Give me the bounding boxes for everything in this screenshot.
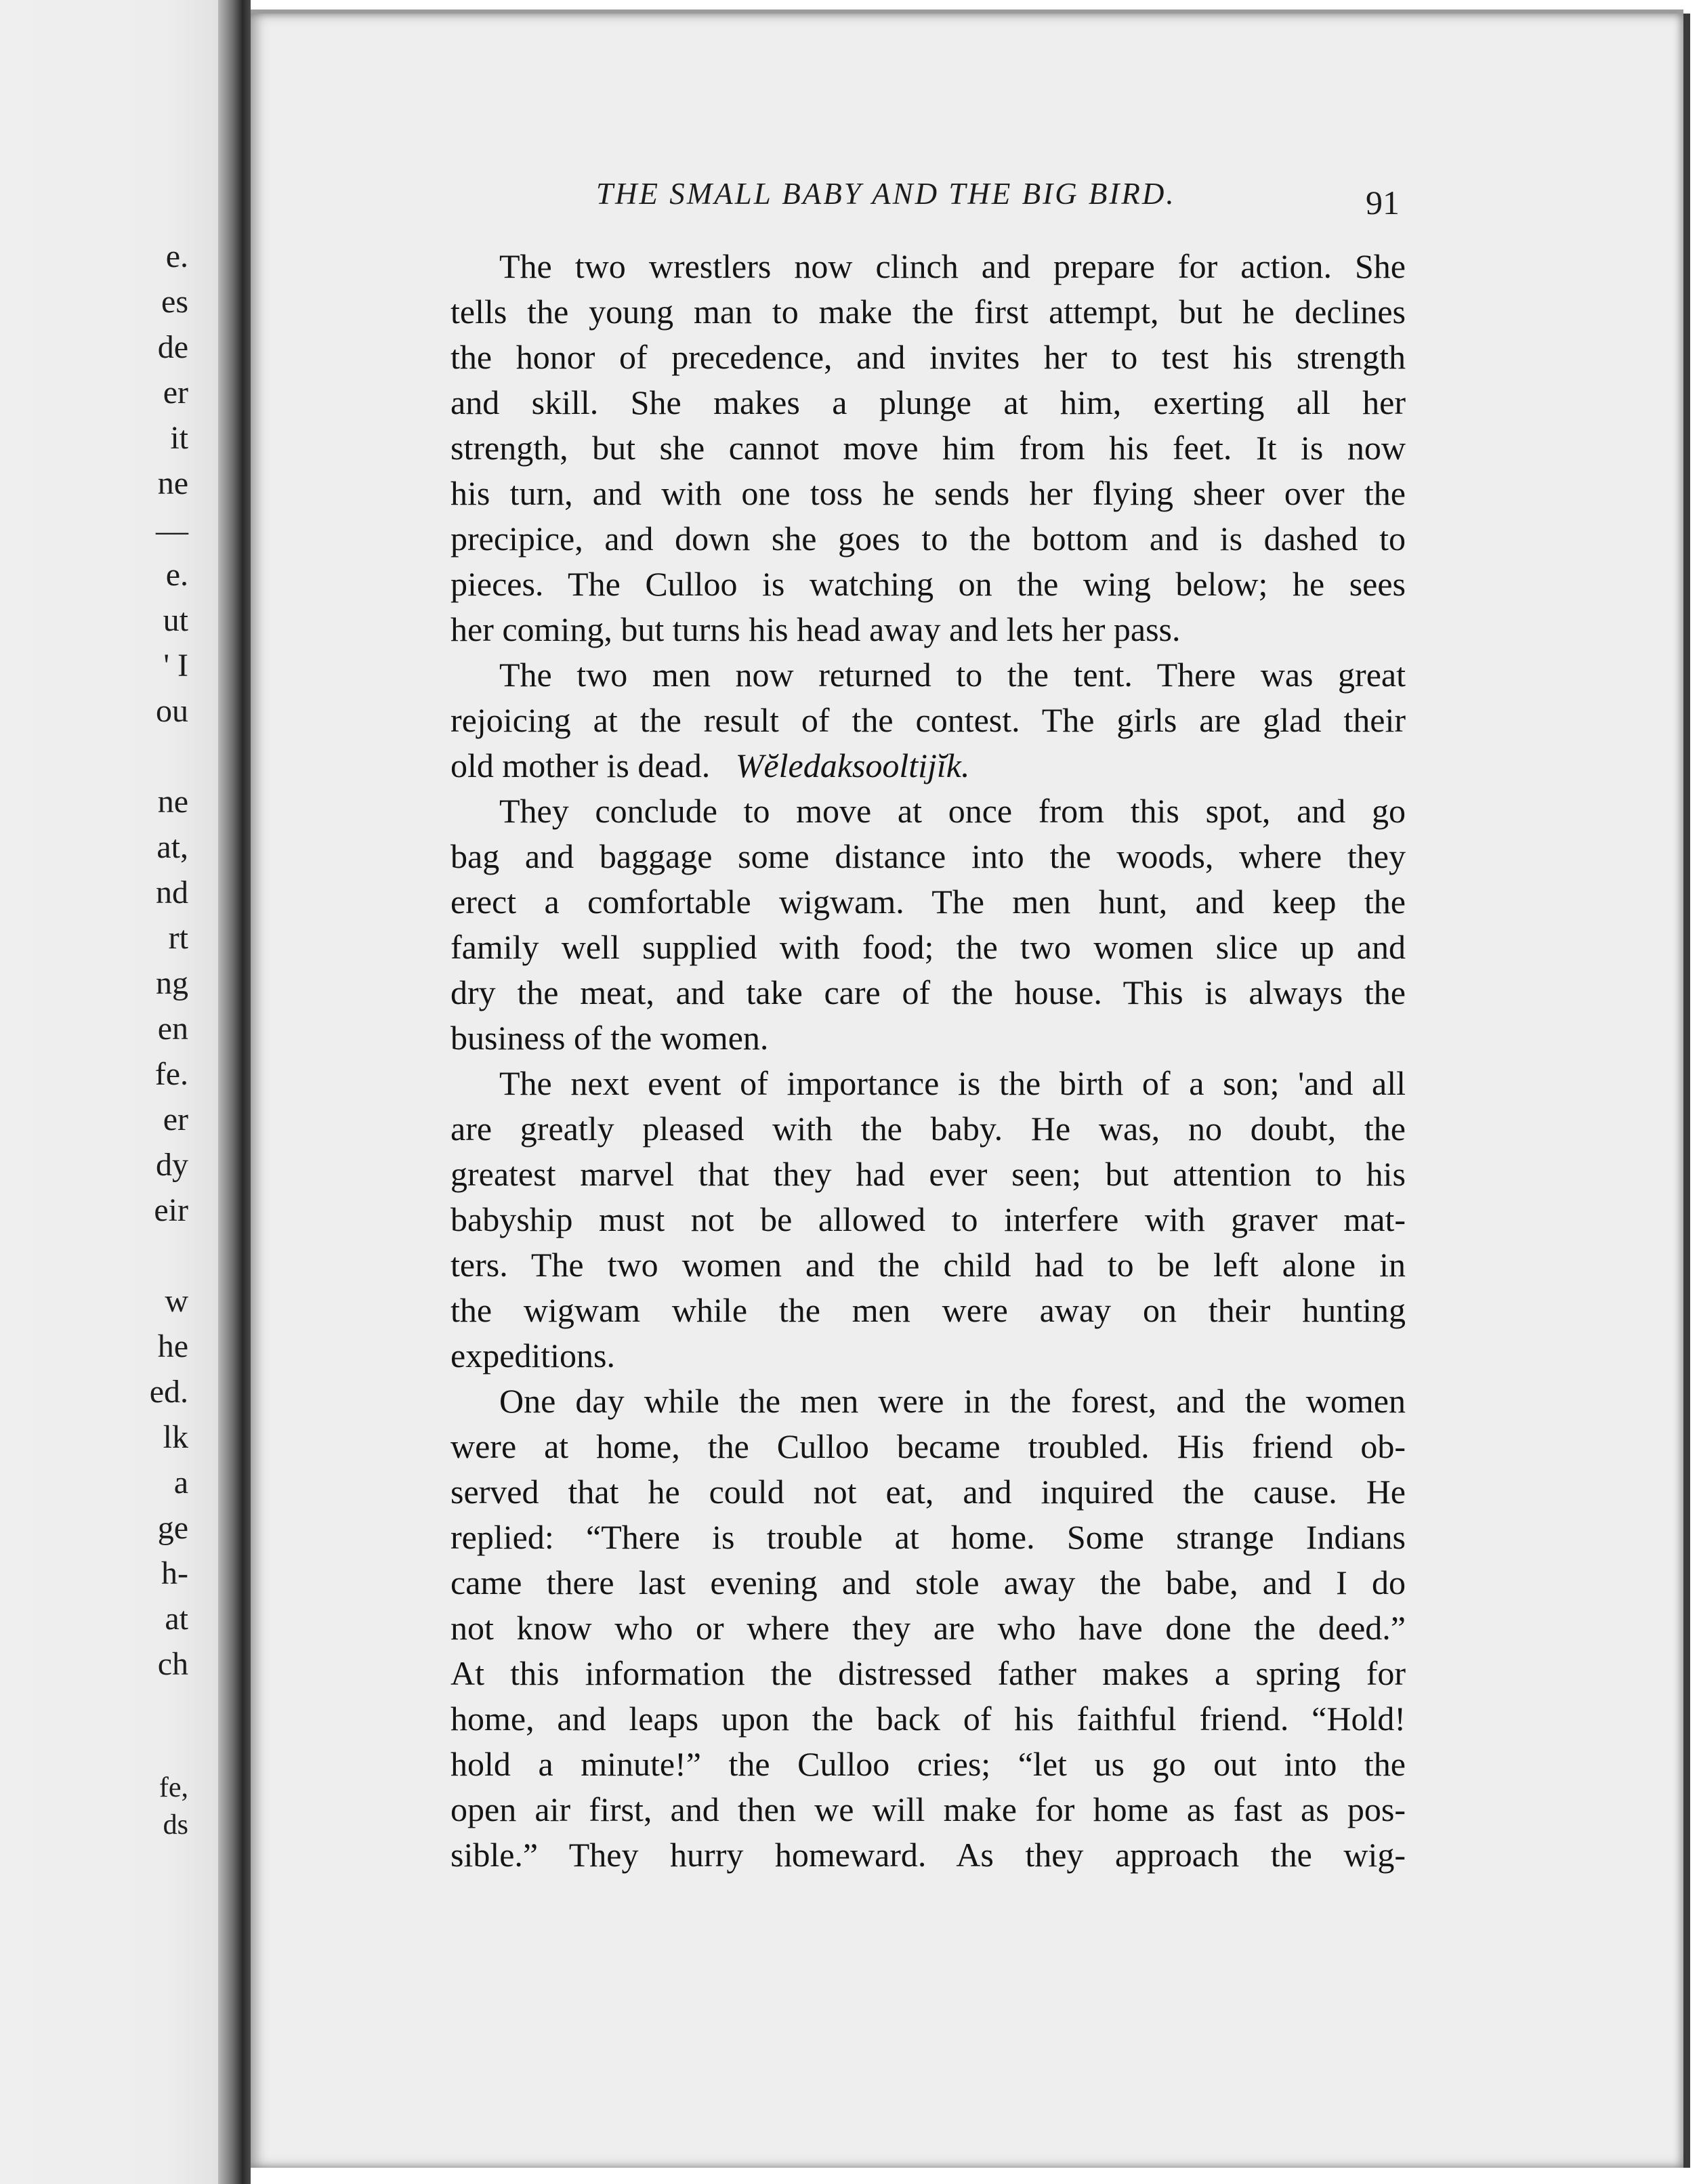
text-line: The two men now returned to the tent. There was great <box>499 656 1406 694</box>
left-fragment: lk <box>163 1419 188 1455</box>
left-fragment: — <box>156 513 188 549</box>
text-line: babyship must not be allowed to interfere with graver mat- <box>450 1200 1406 1238</box>
text-line: hold a minute!” the Culloo cries; “let us go out into the <box>450 1745 1406 1783</box>
left-fragment: ng <box>156 965 188 1001</box>
text-line: erect a comfortable wigwam. The men hunt, and keep the <box>450 883 1406 921</box>
text-line: served that he could not eat, and inquired the cause. He <box>450 1473 1406 1511</box>
left-fragment: ne <box>157 465 188 501</box>
micmac-word: Wĕledaksooltijĭk. <box>735 747 970 784</box>
left-fragment: en <box>157 1011 188 1047</box>
left-fragment: e. <box>165 238 188 274</box>
text-line: expeditions. <box>450 1337 616 1374</box>
left-fragment: a <box>173 1465 188 1500</box>
text-line: the honor of precedence, and invites her to test his strength <box>450 338 1406 376</box>
paragraph <box>450 244 1406 652</box>
left-fragment: at <box>165 1601 188 1637</box>
text-line: At this information the distressed father makes a spring for <box>450 1654 1406 1692</box>
left-fragment: ds <box>163 1809 188 1841</box>
page-number: 91 <box>1366 184 1400 222</box>
left-fragment: ge <box>157 1510 188 1546</box>
left-fragment: w <box>165 1283 188 1319</box>
text-line: dry the meat, and take care of the house. This is always the <box>450 973 1406 1011</box>
left-fragment: ' I <box>163 648 188 684</box>
text-line: the wigwam while the men were away on their hunting <box>450 1291 1406 1329</box>
left-fragment: es <box>161 284 188 320</box>
left-fragment: at, <box>156 829 188 865</box>
left-fragment: h- <box>161 1555 188 1591</box>
text-line: One day while the men were in the forest, and the women <box>499 1382 1406 1420</box>
left-fragment: ou <box>156 693 188 729</box>
text-line: strength, but she cannot move him from his feet. It is now <box>450 429 1406 467</box>
paragraph <box>450 1379 1406 1878</box>
text-line: ters. The two women and the child had to be left alone in <box>450 1246 1406 1284</box>
text-line: pieces. The Culloo is watching on the wing below; he sees <box>450 565 1406 603</box>
paragraph <box>450 652 1406 789</box>
text-line: open air first, and then we will make for home as fast as pos- <box>450 1790 1406 1828</box>
left-fragment: ed. <box>149 1374 188 1410</box>
text-line-with-italic <box>450 743 1406 789</box>
left-fragment: ne <box>157 784 188 820</box>
text-line: came there last evening and stole away the babe, and I do <box>450 1563 1406 1601</box>
text-line: greatest marvel that they had ever seen; but attention to his <box>450 1155 1406 1193</box>
text-line: business of the women. <box>450 1019 769 1057</box>
text-line: family well supplied with food; the two women slice up and <box>450 928 1406 966</box>
text-line: his turn, and with one toss he sends her flying sheer over the <box>450 474 1406 512</box>
left-fragment: fe, <box>159 1772 188 1803</box>
text-line: precipice, and down she goes to the bottom and is dashed to <box>450 520 1406 558</box>
left-fragment: ch <box>157 1646 188 1682</box>
left-fragment: rt <box>168 920 188 956</box>
left-fragment: nd <box>156 875 188 910</box>
text-line: replied: “There is trouble at home. Some strange Indians <box>450 1518 1406 1556</box>
paragraph <box>450 789 1406 1061</box>
text-line: not know who or where they are who have done the deed.” <box>450 1609 1406 1647</box>
running-title: THE SMALL BABY AND THE BIG BIRD. <box>596 177 1176 211</box>
left-fragment: er <box>163 1101 188 1137</box>
left-fragment: ut <box>163 602 188 638</box>
left-fragment: it <box>170 420 188 456</box>
text-line: are greatly pleased with the baby. He was, no doubt, the <box>450 1110 1406 1148</box>
paragraph <box>450 1061 1406 1379</box>
left-fragment: e. <box>165 557 188 593</box>
left-fragment: dy <box>156 1147 188 1183</box>
text-line: rejoicing at the result of the contest. The girls are glad their <box>450 701 1406 739</box>
left-page-edge <box>0 0 237 2184</box>
text-line: tells the young man to make the first attempt, but he declines <box>450 293 1406 331</box>
left-fragment: he <box>157 1328 188 1364</box>
text-line: were at home, the Culloo became troubled. His friend ob- <box>450 1427 1406 1465</box>
left-fragment: de <box>157 329 188 365</box>
left-fragment: fe. <box>154 1056 188 1092</box>
text-line: her coming, but turns his head away and lets her pass. <box>450 610 1181 648</box>
text-line: bag and baggage some distance into the woods, where they <box>450 837 1406 875</box>
body-text <box>450 244 1406 1878</box>
text-line: and skill. She makes a plunge at him, exerting all her <box>450 383 1406 421</box>
binding-gutter <box>218 0 251 2184</box>
text-line: The next event of importance is the birth of a son; 'and all <box>499 1064 1406 1102</box>
text-line: They conclude to move at once from this spot, and go <box>499 792 1406 830</box>
left-fragment: er <box>163 375 188 411</box>
left-fragment: eir <box>154 1192 188 1228</box>
text-run: old mother is dead. <box>450 747 711 784</box>
text-line: sible.” They hurry homeward. As they approach the wig- <box>450 1836 1406 1874</box>
text-line: The two wrestlers now clinch and prepare for action. She <box>499 247 1406 285</box>
text-line: home, and leaps upon the back of his faithful friend. “Hold! <box>450 1700 1406 1738</box>
